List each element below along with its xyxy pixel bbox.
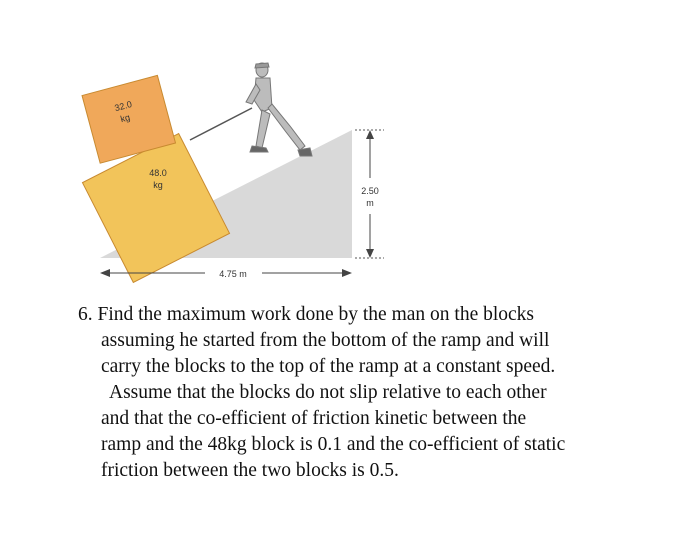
bottom-block-mass-unit: kg: [153, 180, 163, 190]
base-arrowhead-left: [100, 269, 110, 277]
height-arrowhead-up: [366, 130, 374, 139]
problem-line: Assume that the blocks do not slip relative to each other: [109, 382, 547, 403]
problem-statement: [78, 302, 678, 484]
height-unit: m: [366, 198, 374, 208]
bottom-block-mass-value: 48.0: [149, 168, 167, 178]
problem-line: [78, 302, 678, 328]
problem-line: carry the blocks to the top of the ramp at a constant speed.: [101, 356, 556, 377]
base-arrowhead-right: [342, 269, 352, 277]
rope: [190, 108, 252, 140]
height-arrowhead-down: [366, 249, 374, 258]
problem-line: and that the co-efficient of friction kinetic between the: [101, 408, 527, 429]
man-figure: [246, 63, 312, 156]
height-value: 2.50: [361, 186, 379, 196]
problem-line: friction between the two blocks is 0.5.: [101, 460, 399, 481]
problem-text-line-1: Find the maximum work done by the man on the blocks: [97, 304, 535, 325]
problem-number: 6.: [78, 304, 93, 325]
problem-line: assuming he started from the bottom of the ramp and will: [101, 330, 550, 351]
top-block-mass-value: 32.0: [113, 99, 133, 114]
top-block-mass-unit: kg: [119, 112, 132, 125]
problem-line: ramp and the 48kg block is 0.1 and the co-efficient of static: [101, 434, 566, 455]
base-label: 4.75 m: [219, 269, 247, 279]
